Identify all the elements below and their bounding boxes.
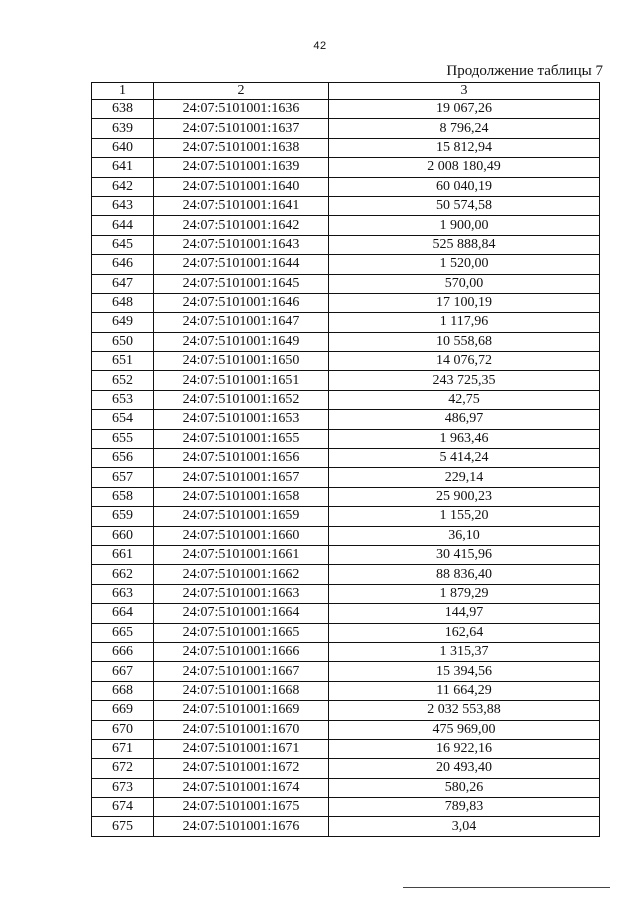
cadastral-id-cell: 24:07:5101001:1659 bbox=[154, 507, 329, 526]
table-row bbox=[92, 623, 600, 642]
row-number-cell: 671 bbox=[92, 739, 154, 758]
table-row bbox=[92, 138, 600, 157]
cadastral-id-cell: 24:07:5101001:1645 bbox=[154, 274, 329, 293]
cadastral-id-cell: 24:07:5101001:1650 bbox=[154, 352, 329, 371]
cadastral-id-cell: 24:07:5101001:1637 bbox=[154, 119, 329, 138]
cadastral-id-cell: 24:07:5101001:1664 bbox=[154, 604, 329, 623]
table-row bbox=[92, 584, 600, 603]
value-cell: 2 032 553,88 bbox=[329, 701, 600, 720]
row-number-cell: 661 bbox=[92, 545, 154, 564]
value-cell: 25 900,23 bbox=[329, 487, 600, 506]
cadastral-id-cell: 24:07:5101001:1669 bbox=[154, 701, 329, 720]
row-number-cell: 658 bbox=[92, 487, 154, 506]
table-row bbox=[92, 410, 600, 429]
value-cell: 8 796,24 bbox=[329, 119, 600, 138]
value-cell: 16 922,16 bbox=[329, 739, 600, 758]
table-row bbox=[92, 390, 600, 409]
value-cell: 14 076,72 bbox=[329, 352, 600, 371]
cadastral-id-cell: 24:07:5101001:1643 bbox=[154, 235, 329, 254]
cadastral-id-cell: 24:07:5101001:1660 bbox=[154, 526, 329, 545]
cadastral-id-cell: 24:07:5101001:1670 bbox=[154, 720, 329, 739]
value-cell: 1 315,37 bbox=[329, 642, 600, 661]
cadastral-id-cell: 24:07:5101001:1640 bbox=[154, 177, 329, 196]
cadastral-id-cell: 24:07:5101001:1672 bbox=[154, 759, 329, 778]
table-row bbox=[92, 449, 600, 468]
row-number-cell: 644 bbox=[92, 216, 154, 235]
value-cell: 475 969,00 bbox=[329, 720, 600, 739]
row-number-cell: 653 bbox=[92, 390, 154, 409]
value-cell: 20 493,40 bbox=[329, 759, 600, 778]
table-row bbox=[92, 681, 600, 700]
row-number-cell: 665 bbox=[92, 623, 154, 642]
cadastral-id-cell: 24:07:5101001:1656 bbox=[154, 449, 329, 468]
row-number-cell: 648 bbox=[92, 293, 154, 312]
value-cell: 1 900,00 bbox=[329, 216, 600, 235]
value-cell: 60 040,19 bbox=[329, 177, 600, 196]
cadastral-id-cell: 24:07:5101001:1653 bbox=[154, 410, 329, 429]
table-row bbox=[92, 332, 600, 351]
value-cell: 17 100,19 bbox=[329, 293, 600, 312]
table-row bbox=[92, 778, 600, 797]
table-row bbox=[92, 642, 600, 661]
table-row bbox=[92, 526, 600, 545]
cadastral-id-cell: 24:07:5101001:1652 bbox=[154, 390, 329, 409]
value-cell: 486,97 bbox=[329, 410, 600, 429]
value-cell: 50 574,58 bbox=[329, 196, 600, 215]
row-number-cell: 674 bbox=[92, 798, 154, 817]
cadastral-id-cell: 24:07:5101001:1642 bbox=[154, 216, 329, 235]
value-cell: 1 117,96 bbox=[329, 313, 600, 332]
table-row bbox=[92, 662, 600, 681]
row-number-cell: 669 bbox=[92, 701, 154, 720]
value-cell: 5 414,24 bbox=[329, 449, 600, 468]
table-row bbox=[92, 274, 600, 293]
cadastral-id-cell: 24:07:5101001:1663 bbox=[154, 584, 329, 603]
value-cell: 30 415,96 bbox=[329, 545, 600, 564]
table-row bbox=[92, 196, 600, 215]
row-number-cell: 662 bbox=[92, 565, 154, 584]
table-row bbox=[92, 565, 600, 584]
cadastral-id-cell: 24:07:5101001:1641 bbox=[154, 196, 329, 215]
cadastral-id-cell: 24:07:5101001:1646 bbox=[154, 293, 329, 312]
row-number-cell: 649 bbox=[92, 313, 154, 332]
value-cell: 1 155,20 bbox=[329, 507, 600, 526]
table-row bbox=[92, 119, 600, 138]
value-cell: 243 725,35 bbox=[329, 371, 600, 390]
table-row bbox=[92, 371, 600, 390]
cadastral-id-cell: 24:07:5101001:1638 bbox=[154, 138, 329, 157]
table-row bbox=[92, 177, 600, 196]
table-row bbox=[92, 701, 600, 720]
row-number-cell: 638 bbox=[92, 100, 154, 119]
row-number-cell: 647 bbox=[92, 274, 154, 293]
row-number-cell: 654 bbox=[92, 410, 154, 429]
value-cell: 10 558,68 bbox=[329, 332, 600, 351]
value-cell: 88 836,40 bbox=[329, 565, 600, 584]
table-row bbox=[92, 158, 600, 177]
value-cell: 15 812,94 bbox=[329, 138, 600, 157]
column-header-number: 1 bbox=[92, 83, 154, 100]
row-number-cell: 675 bbox=[92, 817, 154, 836]
cadastral-id-cell: 24:07:5101001:1667 bbox=[154, 662, 329, 681]
table-row bbox=[92, 720, 600, 739]
cadastral-id-cell: 24:07:5101001:1661 bbox=[154, 545, 329, 564]
cadastral-id-cell: 24:07:5101001:1666 bbox=[154, 642, 329, 661]
row-number-cell: 668 bbox=[92, 681, 154, 700]
value-cell: 1 879,29 bbox=[329, 584, 600, 603]
row-number-cell: 664 bbox=[92, 604, 154, 623]
cadastral-id-cell: 24:07:5101001:1658 bbox=[154, 487, 329, 506]
column-header-cadastral-id: 2 bbox=[154, 83, 329, 100]
row-number-cell: 652 bbox=[92, 371, 154, 390]
value-cell: 162,64 bbox=[329, 623, 600, 642]
table-row bbox=[92, 235, 600, 254]
value-cell: 42,75 bbox=[329, 390, 600, 409]
table-row bbox=[92, 487, 600, 506]
cadastral-id-cell: 24:07:5101001:1636 bbox=[154, 100, 329, 119]
value-cell: 36,10 bbox=[329, 526, 600, 545]
cadastral-id-cell: 24:07:5101001:1647 bbox=[154, 313, 329, 332]
row-number-cell: 659 bbox=[92, 507, 154, 526]
cadastral-id-cell: 24:07:5101001:1671 bbox=[154, 739, 329, 758]
table-body bbox=[92, 100, 600, 837]
value-cell: 2 008 180,49 bbox=[329, 158, 600, 177]
value-cell: 229,14 bbox=[329, 468, 600, 487]
table-header-row bbox=[92, 83, 600, 100]
cadastral-id-cell: 24:07:5101001:1674 bbox=[154, 778, 329, 797]
row-number-cell: 643 bbox=[92, 196, 154, 215]
table-row bbox=[92, 604, 600, 623]
cadastral-id-cell: 24:07:5101001:1668 bbox=[154, 681, 329, 700]
row-number-cell: 639 bbox=[92, 119, 154, 138]
row-number-cell: 666 bbox=[92, 642, 154, 661]
cadastral-id-cell: 24:07:5101001:1665 bbox=[154, 623, 329, 642]
row-number-cell: 672 bbox=[92, 759, 154, 778]
value-cell: 3,04 bbox=[329, 817, 600, 836]
row-number-cell: 660 bbox=[92, 526, 154, 545]
row-number-cell: 642 bbox=[92, 177, 154, 196]
cadastral-id-cell: 24:07:5101001:1657 bbox=[154, 468, 329, 487]
cadastral-id-cell: 24:07:5101001:1675 bbox=[154, 798, 329, 817]
row-number-cell: 640 bbox=[92, 138, 154, 157]
value-cell: 570,00 bbox=[329, 274, 600, 293]
table-row bbox=[92, 798, 600, 817]
cadastral-id-cell: 24:07:5101001:1649 bbox=[154, 332, 329, 351]
column-header-value: 3 bbox=[329, 83, 600, 100]
row-number-cell: 651 bbox=[92, 352, 154, 371]
cadastral-value-table bbox=[91, 82, 600, 837]
table-continuation-caption: Продолжение таблицы 7 bbox=[446, 63, 603, 79]
row-number-cell: 656 bbox=[92, 449, 154, 468]
cadastral-id-cell: 24:07:5101001:1644 bbox=[154, 255, 329, 274]
value-cell: 789,83 bbox=[329, 798, 600, 817]
value-cell: 1 963,46 bbox=[329, 429, 600, 448]
row-number-cell: 667 bbox=[92, 662, 154, 681]
row-number-cell: 657 bbox=[92, 468, 154, 487]
table-row bbox=[92, 759, 600, 778]
cadastral-id-cell: 24:07:5101001:1655 bbox=[154, 429, 329, 448]
table-row bbox=[92, 817, 600, 836]
table-row bbox=[92, 255, 600, 274]
table-row bbox=[92, 507, 600, 526]
table-row bbox=[92, 468, 600, 487]
table-row bbox=[92, 429, 600, 448]
row-number-cell: 673 bbox=[92, 778, 154, 797]
row-number-cell: 645 bbox=[92, 235, 154, 254]
row-number-cell: 641 bbox=[92, 158, 154, 177]
cadastral-id-cell: 24:07:5101001:1676 bbox=[154, 817, 329, 836]
row-number-cell: 650 bbox=[92, 332, 154, 351]
table-row bbox=[92, 739, 600, 758]
value-cell: 580,26 bbox=[329, 778, 600, 797]
page-number: 42 bbox=[313, 40, 327, 52]
row-number-cell: 670 bbox=[92, 720, 154, 739]
value-cell: 525 888,84 bbox=[329, 235, 600, 254]
table-row bbox=[92, 545, 600, 564]
value-cell: 11 664,29 bbox=[329, 681, 600, 700]
value-cell: 1 520,00 bbox=[329, 255, 600, 274]
value-cell: 15 394,56 bbox=[329, 662, 600, 681]
row-number-cell: 655 bbox=[92, 429, 154, 448]
table-row bbox=[92, 293, 600, 312]
row-number-cell: 646 bbox=[92, 255, 154, 274]
footer-divider bbox=[403, 887, 610, 888]
cadastral-id-cell: 24:07:5101001:1639 bbox=[154, 158, 329, 177]
cadastral-id-cell: 24:07:5101001:1651 bbox=[154, 371, 329, 390]
table-row bbox=[92, 216, 600, 235]
value-cell: 144,97 bbox=[329, 604, 600, 623]
table-row bbox=[92, 352, 600, 371]
row-number-cell: 663 bbox=[92, 584, 154, 603]
value-cell: 19 067,26 bbox=[329, 100, 600, 119]
table-row bbox=[92, 100, 600, 119]
table-row bbox=[92, 313, 600, 332]
cadastral-id-cell: 24:07:5101001:1662 bbox=[154, 565, 329, 584]
